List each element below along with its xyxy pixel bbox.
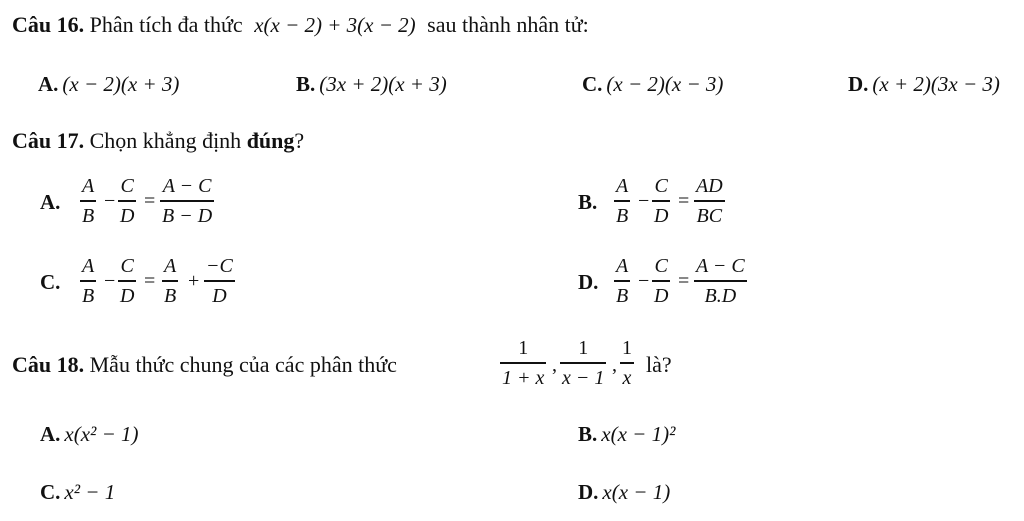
- option-label: B.: [296, 72, 316, 96]
- q18-option-d[interactable]: [578, 480, 670, 505]
- question-17-tail: ?: [294, 128, 305, 153]
- option-label: B.: [578, 422, 598, 446]
- option-expression: (x + 2)(3x − 3): [872, 72, 1000, 96]
- q17-option-b[interactable]: [578, 172, 818, 234]
- fraction: −C D: [206, 255, 233, 307]
- fraction: 1 x: [622, 337, 632, 389]
- operator: =: [144, 270, 156, 292]
- q18-option-b[interactable]: [578, 422, 675, 447]
- question-16: [12, 12, 589, 38]
- question-17-emphasis: đúng: [246, 128, 295, 153]
- option-expression: x(x² − 1): [64, 422, 139, 446]
- question-18-text: Mẫu thức chung của các phân thức: [89, 352, 397, 377]
- option-label: D.: [848, 72, 869, 96]
- fraction: A B: [82, 175, 95, 227]
- option-label: D.: [578, 270, 599, 294]
- option-expression: (3x + 2)(x + 3): [319, 72, 447, 96]
- question-18: [12, 332, 712, 400]
- question-16-text: Phân tích đa thức: [89, 12, 243, 37]
- option-label: A.: [40, 422, 61, 446]
- fraction: A B: [616, 175, 629, 227]
- option-expression: x² − 1: [64, 480, 116, 504]
- q18-option-c[interactable]: [40, 480, 115, 505]
- option-label: B.: [578, 190, 598, 214]
- option-expression: x(x − 1)²: [601, 422, 676, 446]
- operator: −: [638, 270, 650, 292]
- option-expression: x(x − 1): [602, 480, 671, 504]
- option-label: A.: [40, 190, 61, 214]
- q16-option-d[interactable]: [848, 72, 1000, 97]
- operator: =: [678, 270, 690, 292]
- question-17-label: Câu 17.: [12, 128, 85, 153]
- q17-option-c[interactable]: [40, 252, 300, 314]
- q16-option-c[interactable]: [582, 72, 723, 97]
- q16-option-b[interactable]: [296, 72, 447, 97]
- operator: −: [638, 190, 650, 212]
- operator: =: [678, 190, 690, 212]
- option-label: C.: [40, 480, 61, 504]
- q16-option-a[interactable]: [38, 72, 179, 97]
- comma: ,: [552, 354, 557, 376]
- question-17: [12, 128, 304, 154]
- option-label: C.: [40, 270, 61, 294]
- fraction: A B: [616, 255, 629, 307]
- fraction: C D: [654, 175, 669, 227]
- option-label: D.: [578, 480, 599, 504]
- operator: −: [104, 270, 116, 292]
- operator: −: [104, 190, 116, 212]
- fraction: AD BC: [696, 175, 723, 227]
- fraction: A B: [164, 255, 177, 307]
- fraction: C D: [120, 175, 135, 227]
- question-16-tail: sau thành nhân tử:: [427, 12, 589, 37]
- option-label: C.: [582, 72, 603, 96]
- q18-option-a[interactable]: [40, 422, 139, 447]
- option-expression: (x − 2)(x + 3): [62, 72, 180, 96]
- question-16-label: Câu 16.: [12, 12, 85, 37]
- comma: ,: [612, 354, 617, 376]
- operator: =: [144, 190, 156, 212]
- fraction: C D: [654, 255, 669, 307]
- fraction: A B: [82, 255, 95, 307]
- fraction: 1 x − 1: [562, 337, 605, 389]
- question-18-tail: là?: [646, 352, 672, 377]
- fraction: 1 1 + x: [502, 337, 545, 389]
- fraction: C D: [120, 255, 135, 307]
- q17-option-d[interactable]: [578, 252, 838, 314]
- operator: +: [188, 270, 200, 292]
- option-label: A.: [38, 72, 59, 96]
- q17-option-a[interactable]: [40, 172, 280, 234]
- option-expression: (x − 2)(x − 3): [606, 72, 724, 96]
- question-17-text: Chọn khẳng định: [89, 128, 242, 153]
- fraction: A − C B.D: [696, 255, 745, 307]
- fraction: A − C B − D: [162, 175, 213, 227]
- question-16-expression: x(x − 2) + 3(x − 2): [254, 13, 416, 37]
- question-18-label: Câu 18.: [12, 352, 85, 377]
